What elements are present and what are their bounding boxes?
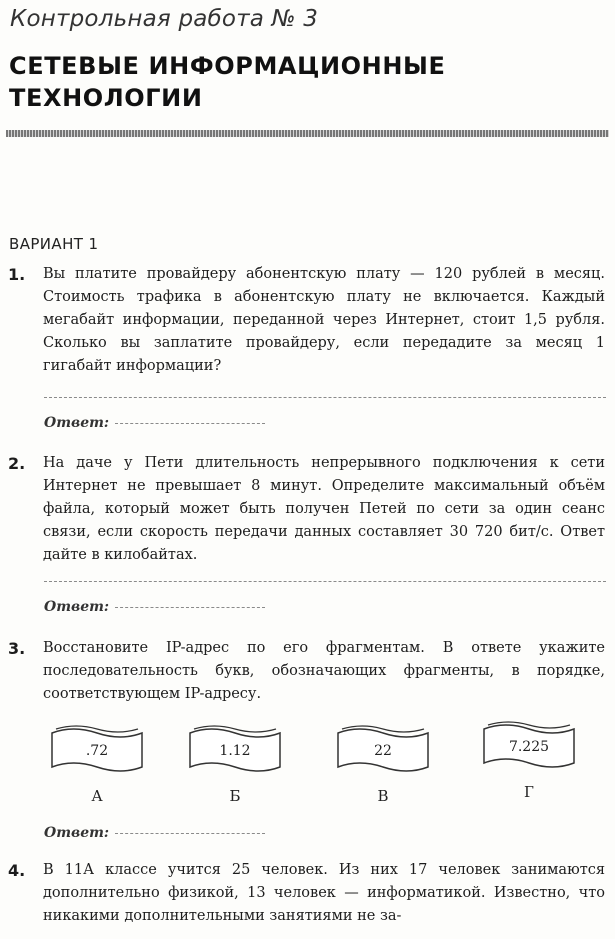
fragment-value: 7.225 [508, 739, 550, 755]
fragment-value: 1.12 [219, 743, 251, 759]
ip-fragment-d [466, 721, 592, 801]
variant-label: ВАРИАНТ 1 [9, 235, 99, 253]
task-text: Восстановите IP-адрес по его фрагментам. В ответе укажите последовательность букв, обозначающих фрагменты, в порядке, соответствующем IP-адресу. [43, 640, 605, 702]
answer-label: Ответ: [44, 599, 110, 615]
ip-fragment-c [320, 725, 446, 805]
fragment-letter: В [377, 787, 389, 805]
task-number: 2. [8, 454, 26, 473]
answer-input-line[interactable] [115, 833, 265, 834]
ip-fragment-a [34, 725, 160, 805]
title-divider [6, 130, 609, 137]
answer-label: Ответ: [44, 825, 110, 841]
fragment-letter: Г [524, 783, 534, 801]
fragment-value: 22 [374, 743, 392, 759]
work-heading: Контрольная работа № 3 [10, 6, 319, 32]
task-text: На даче у Пети длительность непрерывного подключения к сети Интернет не превышает 8 минут. Определите максимальный объём файла, который может быть получен Петей по сети за один сеанс связи, если скорость передачи данных составляет 30 720 бит/с. Ответ дайте в килобайтах. [43, 455, 605, 563]
ip-fragment-b [172, 725, 298, 805]
page-title: СЕТЕВЫЕ ИНФОРМАЦИОННЫЕ ТЕХНОЛОГИИ [9, 52, 446, 112]
task-number: 1. [8, 265, 26, 284]
answer-row [44, 415, 265, 431]
fragment-value: .72 [85, 743, 109, 759]
answer-work-line[interactable] [44, 581, 606, 582]
answer-label: Ответ: [44, 415, 110, 431]
answer-row [44, 825, 265, 841]
task-number: 3. [8, 639, 26, 658]
task-text: Вы платите провайдеру абонентскую плату — 120 рублей в месяц. Стоимость трафика в абонентскую плату не включается. Каждый мегабайт информации, переданной через Интернет, стоит 1,5 рубля. Сколько вы заплатите провайдеру, если передадите за месяц 1 гигабайт информации? [43, 266, 605, 374]
fragment-letter: А [91, 787, 103, 805]
answer-input-line[interactable] [115, 607, 265, 608]
fragment-letter: Б [229, 787, 241, 805]
answer-row [44, 599, 265, 615]
answer-input-line[interactable] [115, 423, 265, 424]
task-number: 4. [8, 861, 26, 880]
task-text: В 11А классе учится 25 человек. Из них 17 человек занимаются дополнительно физикой, 13 человек — информатикой. Известно, что никакими дополнительными занятиями не за- [43, 862, 605, 924]
answer-work-line[interactable] [44, 397, 606, 398]
